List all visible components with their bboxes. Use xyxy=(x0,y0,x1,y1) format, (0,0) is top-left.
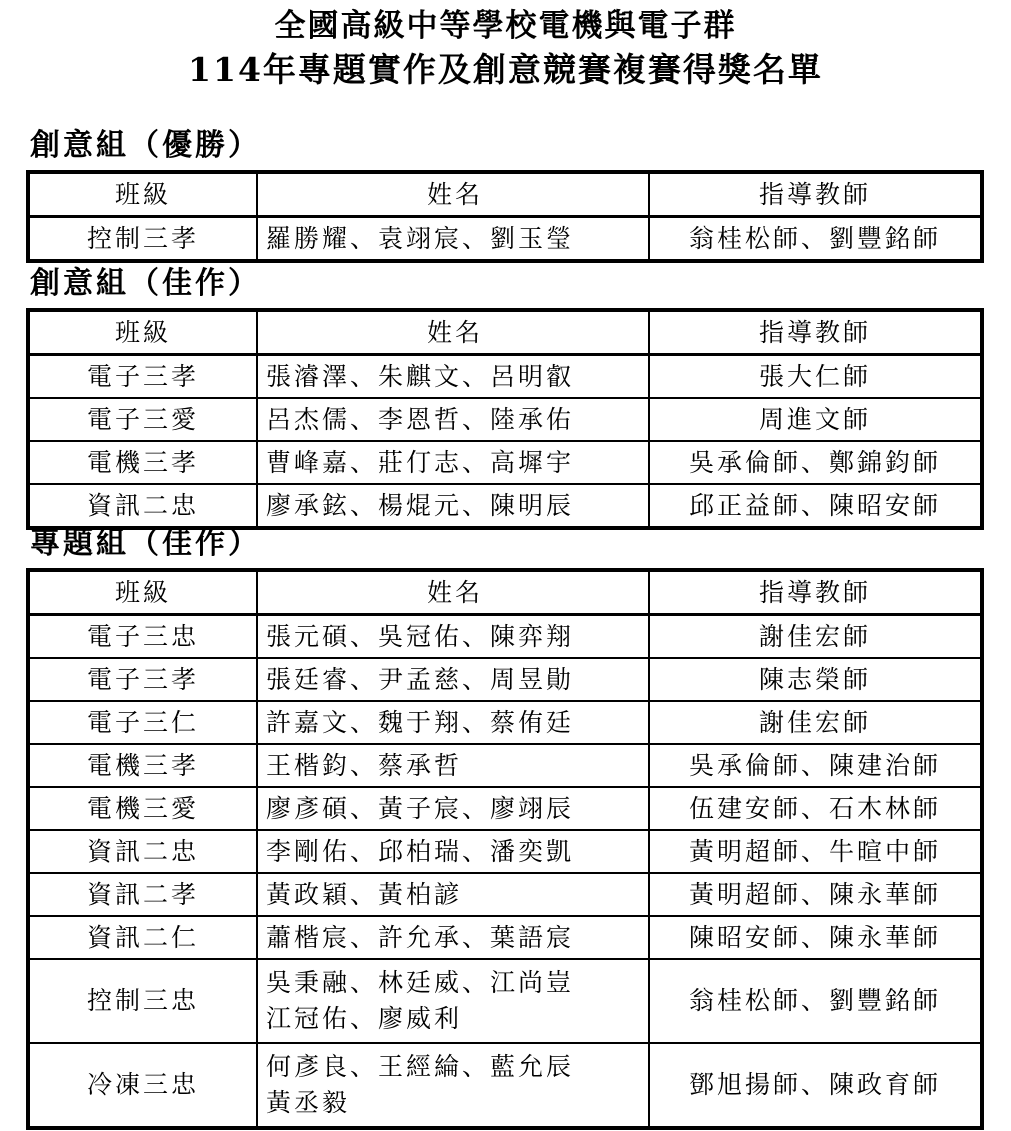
header-names: 姓名 xyxy=(257,570,649,615)
table-row xyxy=(28,830,982,873)
table-row xyxy=(28,615,982,659)
student-names-line: 何彥良、王經綸、藍允辰 xyxy=(266,1052,575,1081)
table-row xyxy=(28,787,982,830)
class-cell: 電機三孝 xyxy=(28,441,257,484)
class-cell: 控制三孝 xyxy=(28,217,257,262)
table-row xyxy=(28,1043,982,1128)
teachers-cell: 張大仁師 xyxy=(649,355,982,399)
section-heading: 專題組（佳作） xyxy=(30,526,261,561)
student-names-line: 黃政穎、黃柏諺 xyxy=(266,879,463,909)
table-row xyxy=(28,916,982,959)
teachers-cell: 陳昭安師、陳永華師 xyxy=(649,916,982,959)
class-cell: 資訊二仁 xyxy=(28,916,257,959)
names-cell xyxy=(257,355,649,399)
class-cell: 資訊二忠 xyxy=(28,484,257,528)
teachers-cell: 謝佳宏師 xyxy=(649,701,982,744)
award-table xyxy=(26,308,984,530)
teachers-cell: 翁桂松師、劉豐銘師 xyxy=(649,217,982,262)
header-teachers: 指導教師 xyxy=(649,310,982,355)
header-teachers: 指導教師 xyxy=(649,172,982,217)
header-names: 姓名 xyxy=(257,172,649,217)
names-cell xyxy=(257,658,649,701)
names-cell xyxy=(257,830,649,873)
class-cell: 電子三仁 xyxy=(28,701,257,744)
student-names-line: 江冠佑、廖威利 xyxy=(266,1004,463,1033)
class-cell: 控制三忠 xyxy=(28,959,257,1043)
names-cell xyxy=(257,1043,649,1128)
header-names: 姓名 xyxy=(257,310,649,355)
table-header-row xyxy=(28,310,982,355)
teachers-cell: 伍建安師、石木林師 xyxy=(649,787,982,830)
names-cell xyxy=(257,217,649,262)
names-cell xyxy=(257,959,649,1043)
teachers-cell: 鄧旭揚師、陳政育師 xyxy=(649,1043,982,1128)
class-cell: 冷凍三忠 xyxy=(28,1043,257,1128)
header-class: 班級 xyxy=(28,172,257,217)
student-names-line: 張元碩、吳冠佑、陳弈翔 xyxy=(266,621,575,651)
names-cell xyxy=(257,787,649,830)
names-cell xyxy=(257,873,649,916)
table-row xyxy=(28,484,982,528)
teachers-cell: 翁桂松師、劉豐銘師 xyxy=(649,959,982,1043)
student-names-line: 李剛佑、邱柏瑞、潘奕凱 xyxy=(266,836,575,866)
class-cell: 電機三愛 xyxy=(28,787,257,830)
table-header-row xyxy=(28,172,982,217)
student-names-line: 呂杰儒、李恩哲、陸承佑 xyxy=(266,404,575,434)
student-names-line: 王楷鈞、蔡承哲 xyxy=(266,750,463,780)
student-names-line: 蕭楷宸、許允承、葉語宸 xyxy=(266,922,575,952)
student-names-line: 曹峰嘉、莊仃志、高墀宇 xyxy=(266,447,575,477)
table-header-row xyxy=(28,570,982,615)
section-heading: 創意組（優勝） xyxy=(30,128,261,163)
student-names-line: 許嘉文、魏于翔、蔡侑廷 xyxy=(266,707,575,737)
table-row xyxy=(28,701,982,744)
table-row xyxy=(28,217,982,262)
page-subtitle: 114年專題實作及創意競賽複賽得獎名單 xyxy=(188,50,823,89)
teachers-cell: 黃明超師、牛暄中師 xyxy=(649,830,982,873)
page-title: 全國高級中等學校電機與電子群 xyxy=(274,8,737,44)
header-class: 班級 xyxy=(28,310,257,355)
teachers-cell: 吳承倫師、陳建治師 xyxy=(649,744,982,787)
award-table xyxy=(26,170,984,263)
teachers-cell: 黃明超師、陳永華師 xyxy=(649,873,982,916)
class-cell: 電子三忠 xyxy=(28,615,257,659)
class-cell: 電機三孝 xyxy=(28,744,257,787)
table-row xyxy=(28,873,982,916)
names-cell xyxy=(257,701,649,744)
header-teachers: 指導教師 xyxy=(649,570,982,615)
names-cell xyxy=(257,484,649,528)
section-heading: 創意組（佳作） xyxy=(30,266,261,301)
student-names-line: 廖承鉉、楊焜元、陳明辰 xyxy=(266,490,575,520)
class-cell: 電子三孝 xyxy=(28,658,257,701)
award-table xyxy=(26,568,984,1130)
teachers-cell: 謝佳宏師 xyxy=(649,615,982,659)
student-names-line: 吳秉融、林廷威、江尚豈 xyxy=(266,968,575,997)
names-cell xyxy=(257,615,649,659)
header-class: 班級 xyxy=(28,570,257,615)
table-row xyxy=(28,441,982,484)
names-cell xyxy=(257,398,649,441)
teachers-cell: 吳承倫師、鄭錦鈞師 xyxy=(649,441,982,484)
table-row xyxy=(28,658,982,701)
names-cell xyxy=(257,744,649,787)
names-cell xyxy=(257,916,649,959)
table-row xyxy=(28,398,982,441)
teachers-cell: 陳志榮師 xyxy=(649,658,982,701)
class-cell: 電子三孝 xyxy=(28,355,257,399)
table-row xyxy=(28,744,982,787)
student-names-line: 張廷睿、尹孟慈、周昱勛 xyxy=(266,664,575,694)
teachers-cell: 邱正益師、陳昭安師 xyxy=(649,484,982,528)
student-names-line: 廖彥碩、黃子宸、廖翊辰 xyxy=(266,793,575,823)
teachers-cell: 周進文師 xyxy=(649,398,982,441)
class-cell: 電子三愛 xyxy=(28,398,257,441)
student-names-line: 羅勝耀、袁翊宸、劉玉瑩 xyxy=(266,223,575,253)
table-row xyxy=(28,355,982,399)
names-cell xyxy=(257,441,649,484)
table-row xyxy=(28,959,982,1043)
class-cell: 資訊二忠 xyxy=(28,830,257,873)
student-names-line: 張濬澤、朱麒文、呂明叡 xyxy=(266,361,575,391)
student-names-line: 黃丞毅 xyxy=(266,1088,351,1117)
class-cell: 資訊二孝 xyxy=(28,873,257,916)
